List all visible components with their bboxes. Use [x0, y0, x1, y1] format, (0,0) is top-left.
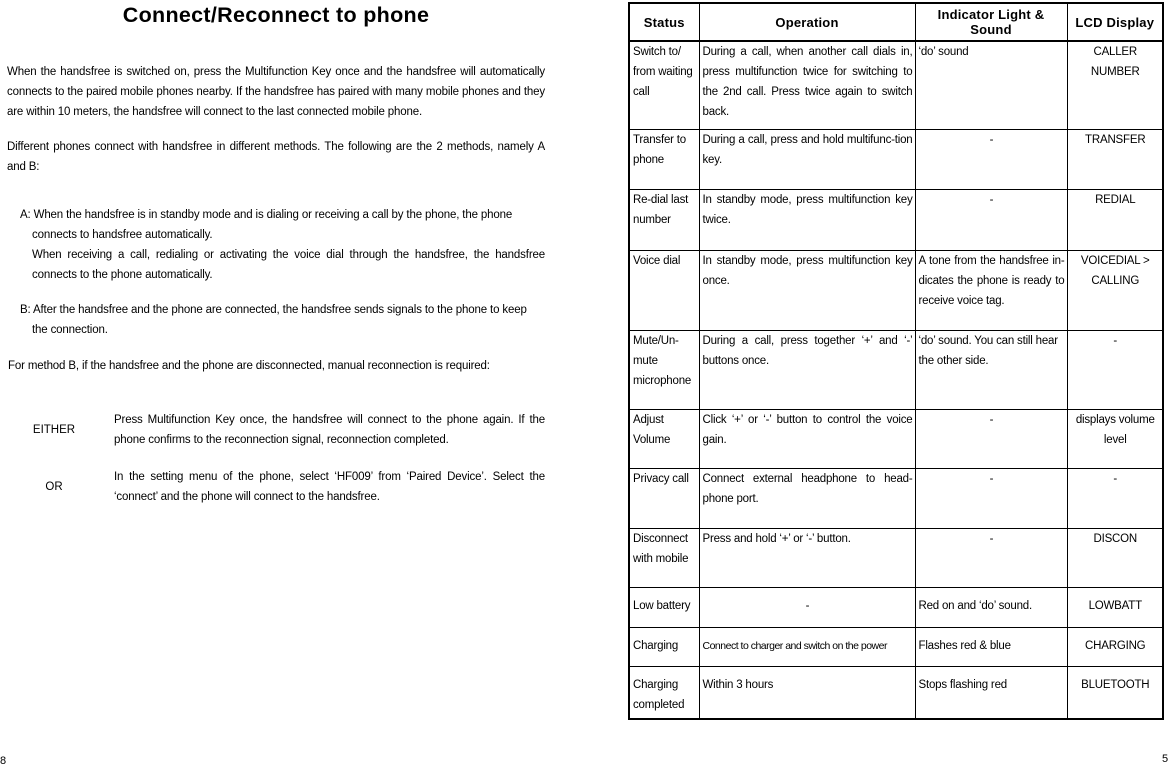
left-page [0, 0, 560, 768]
cell-operation: Press and hold ‘+’ or ‘-’ button. [699, 528, 915, 587]
header-indicator: Indicator Light & Sound [915, 3, 1067, 41]
cell-lcd: CALLER NUMBER [1067, 41, 1163, 129]
cell-indicator: - [915, 409, 1067, 468]
intro-paragraph: When the handsfree is switched on, press the Multifunction Key once and the handsfree will automatically connects to the paired mobile phones nearby. If the handsfree has paired with many mobile phones and they are within 10 meters, the handsfree will connect to the last connected mobile phone. [7, 66, 545, 118]
cell-lcd: - [1067, 330, 1163, 409]
cell-operation: Connect to charger and switch on the power [699, 627, 915, 666]
table-row [629, 528, 1163, 587]
cell-indicator: Flashes red & blue [915, 627, 1067, 666]
function-table [628, 2, 1164, 720]
cell-operation: - [699, 587, 915, 627]
cell-indicator: Red on and ‘do’ sound. [915, 587, 1067, 627]
table-row [629, 330, 1163, 409]
method-b [20, 300, 545, 340]
table-row [629, 189, 1163, 250]
cell-lcd: LOWBATT [1067, 587, 1163, 627]
cell-indicator: - [915, 129, 1067, 189]
header-lcd: LCD Display [1067, 3, 1163, 41]
cell-status: Low battery [629, 587, 699, 627]
method-b-line2: the connection. [32, 324, 108, 336]
cell-operation: Within 3 hours [699, 666, 915, 719]
cell-indicator: - [915, 189, 1067, 250]
table-header-row [629, 3, 1163, 41]
method-a-line3: When receiving a call, redialing or activating the voice dial through the handsfree, the handsfree connects to the phone automatically. [32, 249, 545, 281]
cell-status: Transfer to phone [629, 129, 699, 189]
either-text: Press Multifunction Key once, the handsfree will connect to the phone again. If the phone confirms to the reconnection signal, reconnection completed. [114, 414, 545, 446]
cell-lcd: CHARGING [1067, 627, 1163, 666]
method-a [20, 205, 545, 285]
or-text: In the setting menu of the phone, select ‘HF009’ from ‘Paired Device’. Select the ‘connect’ and the phone will connect to the handsfree. [114, 471, 545, 503]
method-b-line1: B: After the handsfree and the phone are connected, the handsfree sends signals to the phone to keep [20, 304, 527, 316]
table-row [629, 666, 1163, 719]
cell-operation: During a call, when another call dials in, press multifunction twice for switching to the 2nd call. Press twice again to switch back. [699, 41, 915, 129]
header-operation: Operation [699, 3, 915, 41]
cell-status: Re-dial last number [629, 189, 699, 250]
table-row [629, 129, 1163, 189]
cell-status: Voice dial [629, 250, 699, 330]
cell-operation: During a call, press and hold multifunc-tion key. [699, 129, 915, 189]
cell-operation: Click ‘+’ or ‘-’ button to control the voice gain. [699, 409, 915, 468]
method-a-line1: A: When the handsfree is in standby mode and is dialing or receiving a call by the phone, the phone [20, 209, 513, 221]
cell-status: Charging completed [629, 666, 699, 719]
cell-status: Mute/Un-mute microphone [629, 330, 699, 409]
cell-status: Switch to/ from waiting call [633, 46, 693, 98]
reconnect-paragraph: For method B, if the handsfree and the phone are disconnected, manual reconnection is required: [8, 360, 490, 372]
cell-operation: In standby mode, press multifunction key twice. [699, 189, 915, 250]
cell-status: Adjust Volume [629, 409, 699, 468]
table-row [629, 250, 1163, 330]
table-row [629, 41, 1163, 129]
methods-paragraph: Different phones connect with handsfree in different methods. The following are the 2 methods, namely A and B: [7, 141, 545, 173]
cell-indicator: ‘do’ sound. You can still hear the other side. [915, 330, 1067, 409]
either-label: EITHER [32, 424, 76, 436]
right-page-number: 5 [1162, 753, 1169, 765]
cell-lcd: displays volume level [1067, 409, 1163, 468]
or-label: OR [45, 481, 63, 493]
cell-lcd: REDIAL [1067, 189, 1163, 250]
cell-lcd: BLUETOOTH [1067, 666, 1163, 719]
cell-operation: In standby mode, press multifunction key once. [699, 250, 915, 330]
cell-lcd: VOICEDIAL > CALLING [1067, 250, 1163, 330]
table-row [629, 587, 1163, 627]
cell-indicator: ‘do’ sound [915, 41, 1067, 129]
cell-operation: Connect external headphone to head-phone port. [699, 468, 915, 528]
page-title: Connect/Reconnect to phone [122, 3, 430, 27]
cell-indicator: Stops flashing red [915, 666, 1067, 719]
cell-lcd: - [1067, 468, 1163, 528]
cell-indicator: - [915, 528, 1067, 587]
cell-status: Charging [629, 627, 699, 666]
table-row [629, 409, 1163, 468]
table-row [629, 468, 1163, 528]
cell-operation: During a call, press together ‘+’ and ‘-’ buttons once. [699, 330, 915, 409]
left-page-number: 8 [0, 755, 7, 767]
method-a-line2: connects to handsfree automatically. [32, 229, 213, 241]
cell-indicator: - [915, 468, 1067, 528]
cell-lcd: TRANSFER [1067, 129, 1163, 189]
cell-status: Disconnect with mobile [629, 528, 699, 587]
cell-indicator: A tone from the handsfree in-dicates the phone is ready to receive voice tag. [915, 250, 1067, 330]
cell-lcd: DISCON [1067, 528, 1163, 587]
table-row [629, 627, 1163, 666]
header-status: Status [629, 3, 699, 41]
cell-status: Privacy call [629, 468, 699, 528]
